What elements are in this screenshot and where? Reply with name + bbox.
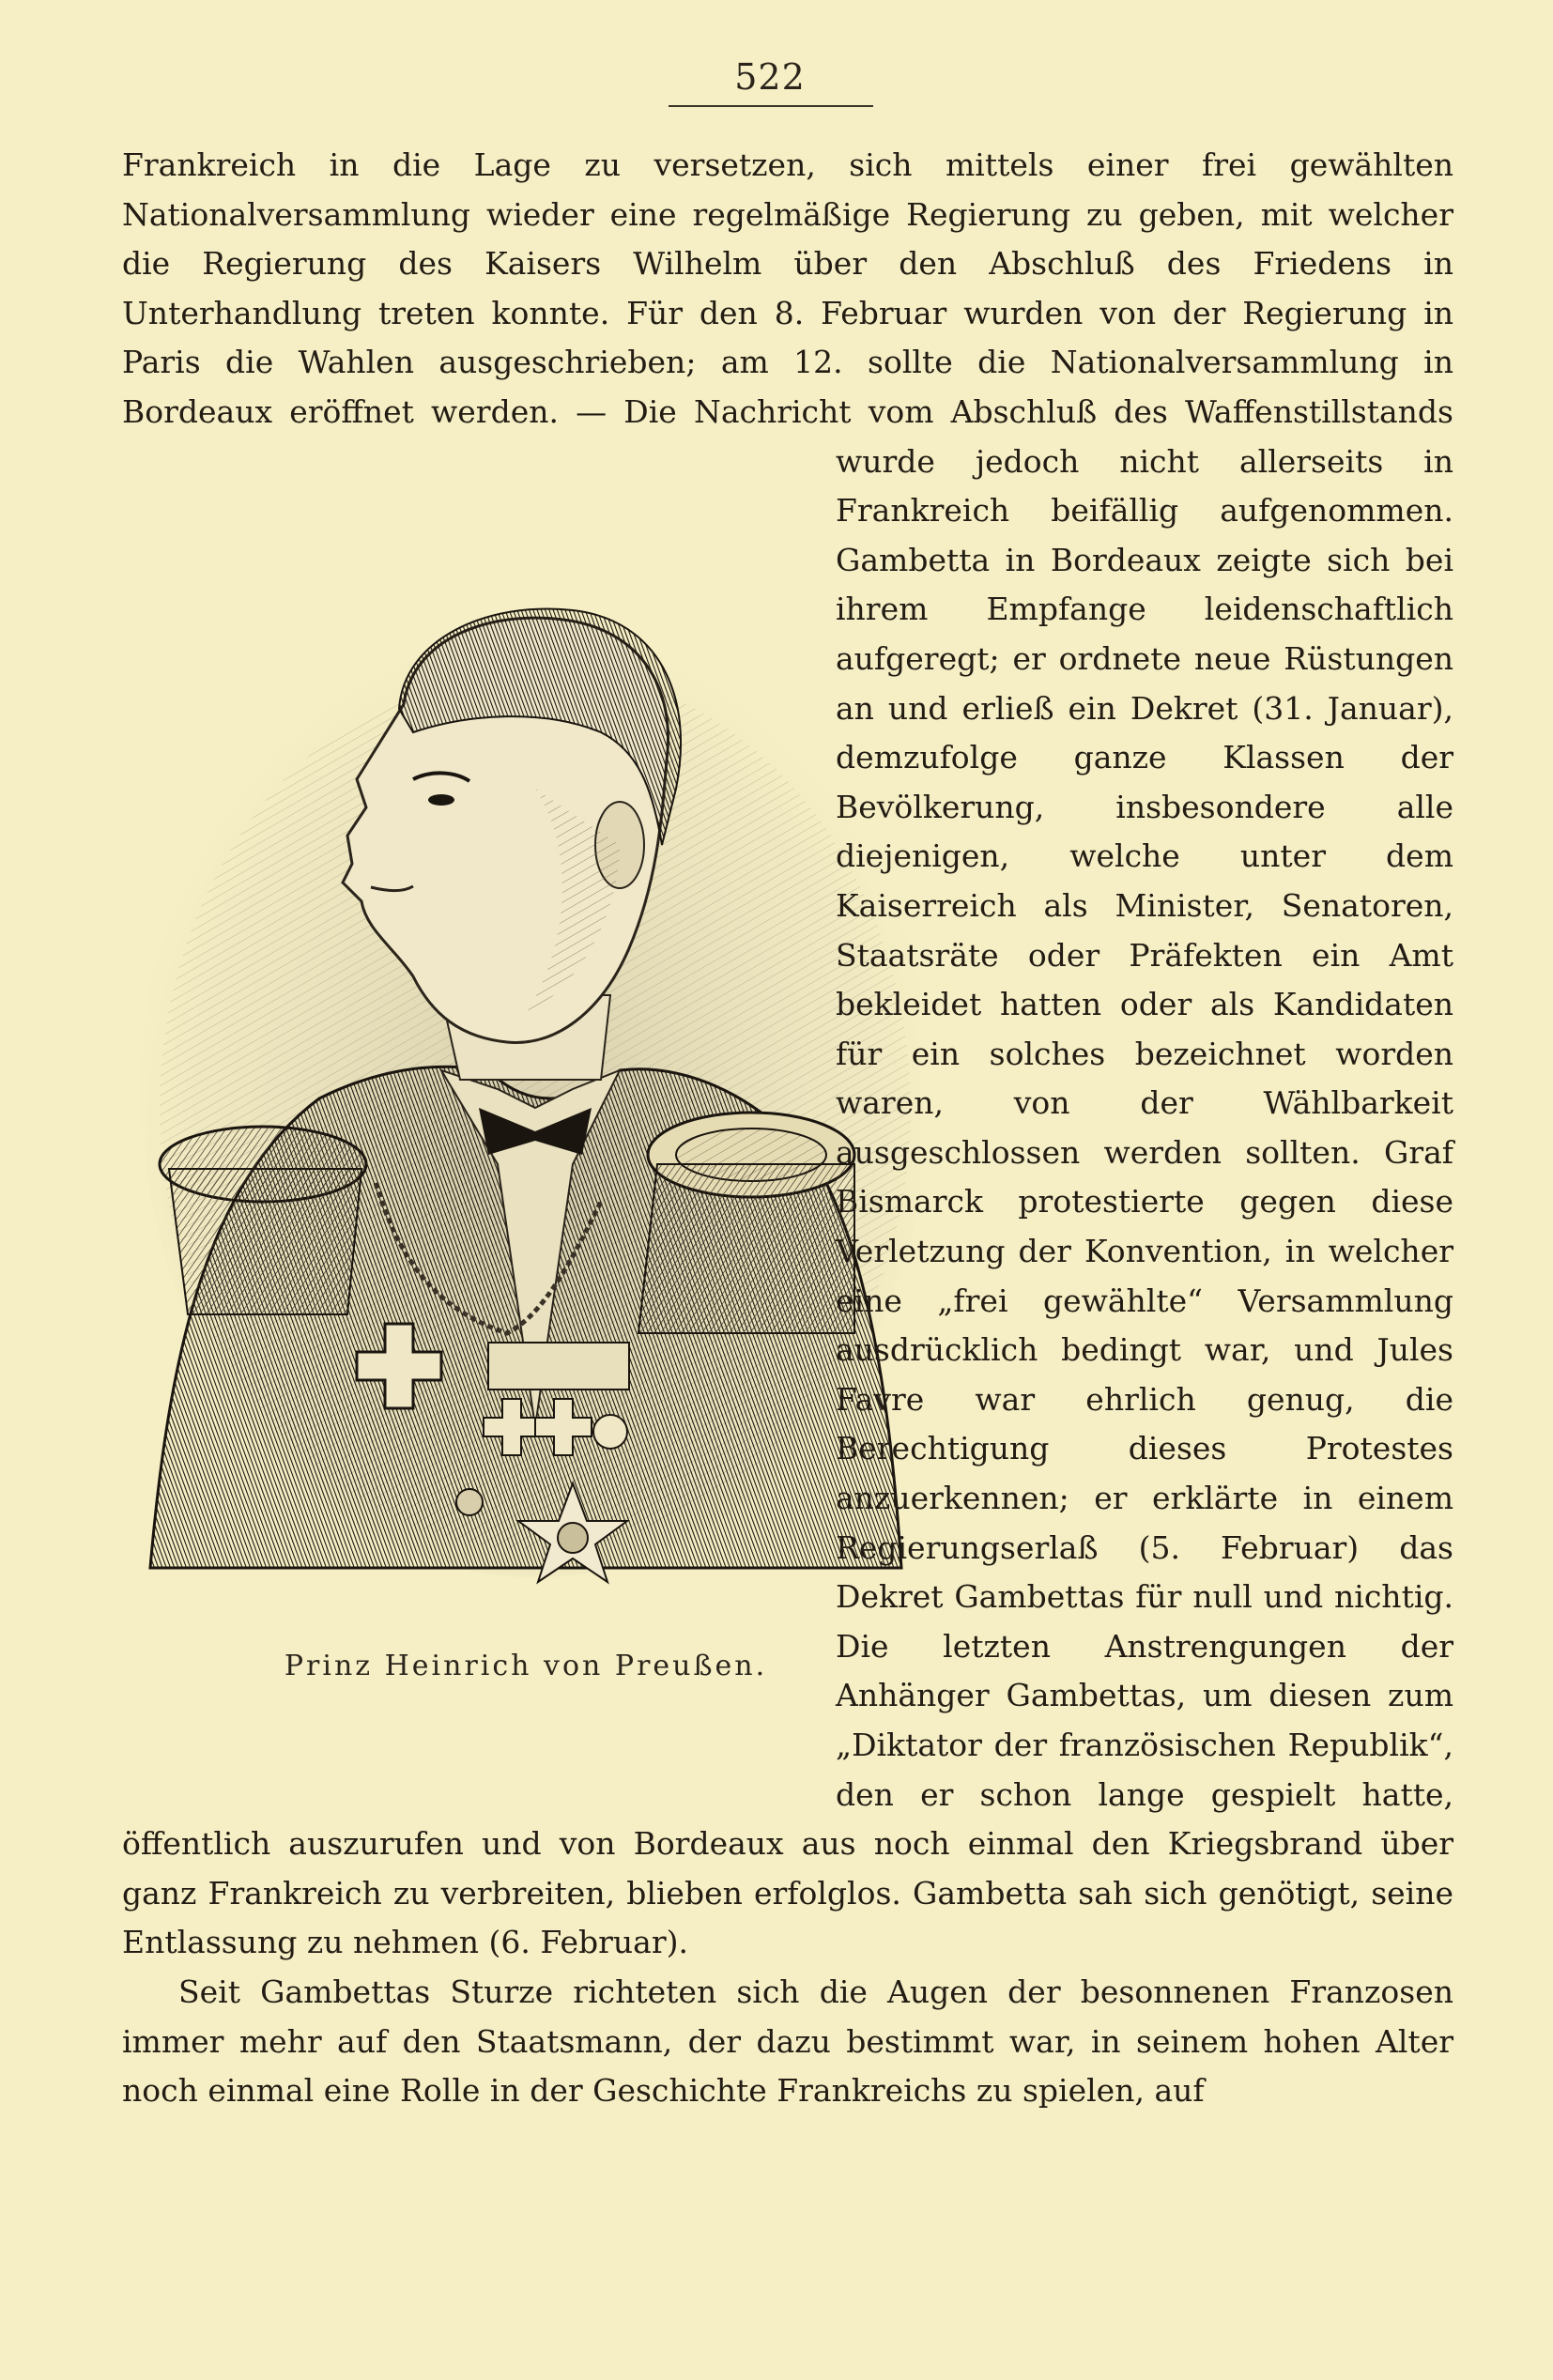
header-rule bbox=[669, 105, 873, 107]
paragraph: Seit Gambettas Sturze richteten sich die Augen der besonnenen Franzosen immer mehr auf den Staatsmann, der dazu bestimmt war, in seinem hohen Alter noch einmal eine Rolle in der Geschichte Frankreichs zu spielen, auf bbox=[122, 1973, 1453, 2110]
figure-caption: Prinz Heinrich von Preußen. bbox=[284, 1650, 768, 1682]
page-number: 522 bbox=[734, 56, 806, 98]
paragraph: Frankreich in die Lage zu versetzen, sich mittels einer frei gewählten Nationalversammlung wieder eine regelmäßige Regierung zu geben, mit welcher die Regierung des Kaisers Wilhelm über den Abschluß des Friedens in Unterhandlung treten konnte. Für den 8. Februar wurden von der Regierung in Paris die Wahlen ausgeschrieben; am 12. sollte die Nationalversammlung in Bordeaux eröffnet werden. — Die Nachricht vom Abschluß des Waffenstillstands wurde jedoch nicht allerseits in Frankreich beifällig aufgenommen. Gambetta in Bordeaux zeigte sich bei ihrem Empfange leidenschaftlich aufgeregt; er ordnete neue Rüstungen an und erließ ein Dekret (31. Januar), demzufolge ganze Klassen der Bevölkerung, insbesondere alle diejenigen, welche unter dem Kaiserreich als Minister, Senatoren, Staatsräte oder Präfekten ein Amt bekleidet hatten oder als Kandidaten für ein solches bezeichnet worden waren, von der Wählbarkeit ausgeschlossen werden sollten. Graf Bismarck protestierte gegen diese Verletzung der Konvention, in welcher eine „frei gewählte“ Versammlung ausdrücklich bedingt war, und Jules Favre war ehrlich genug, die Berechtigung dieses Protestes anzuerkennen; er erklärte in einem Regierungserlaß (5. Februar) das Dekret Gambettas für null und nichtig. Die letzten Anstrengungen der Anhänger Gambettas, um diesen zum „Diktator der französischen Republik“, den er schon lange gespielt hatte, öffentlich auszurufen und von Bordeaux aus noch einmal den Kriegsbrand über ganz Frankreich zu verbreiten, blieben erfolglos. Gambetta sah sich genötigt, seine Entlassung zu nehmen (6. Februar). bbox=[122, 146, 1453, 1961]
body-text bbox=[122, 141, 1453, 2116]
figure-wrap-area bbox=[0, 439, 836, 1782]
